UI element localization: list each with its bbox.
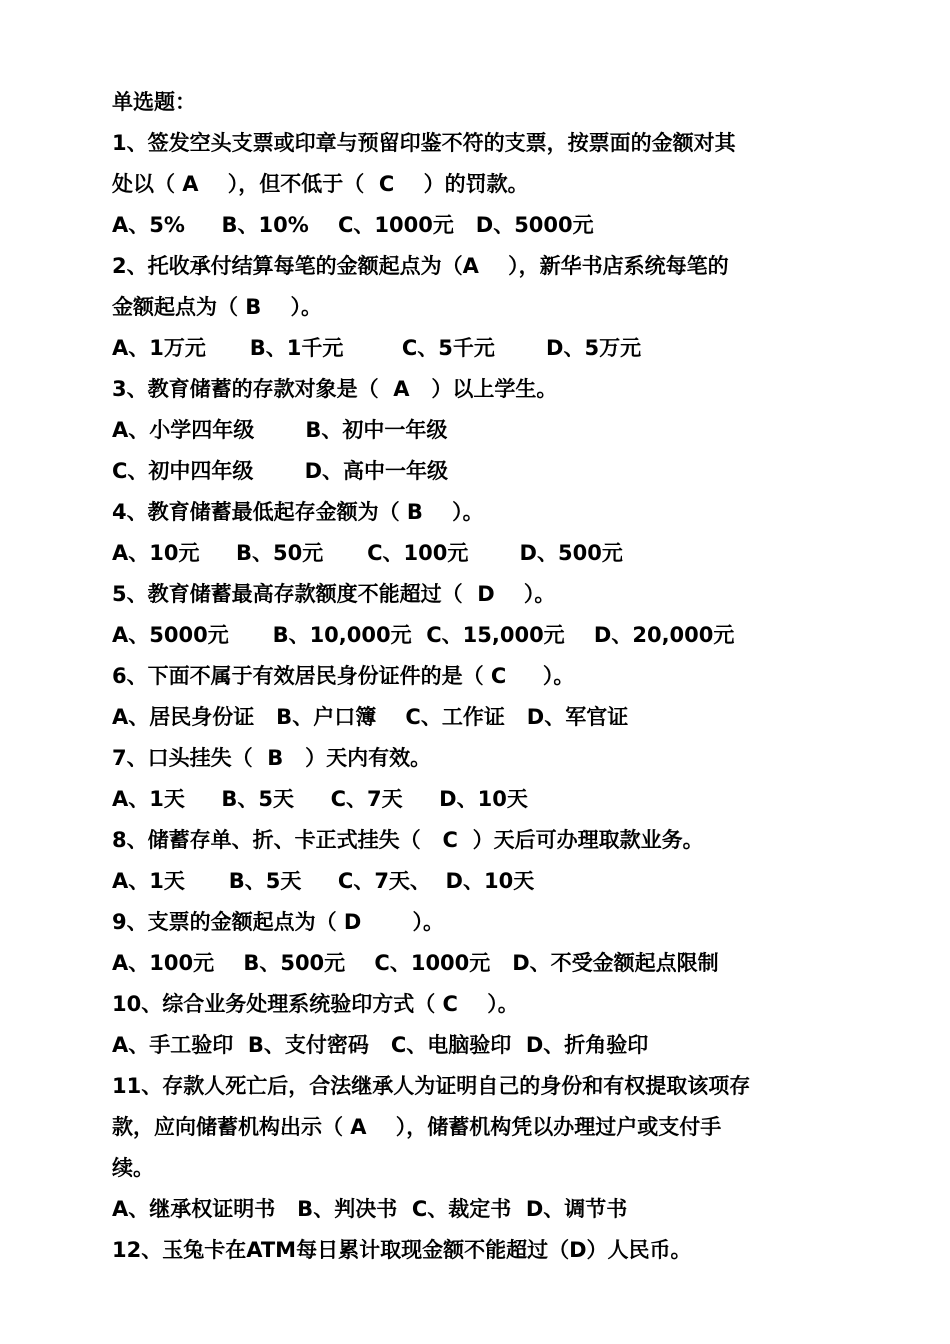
q9-options: A、100元 B、500元 C、1000元 D、不受金额起点限制 [112,951,719,975]
q2-line-2: 金额起点为（ B ）。 [112,295,323,319]
q8-options: A、1天 B、5天 C、7天、 D、10天 [112,869,535,893]
q11-line-2: 款，应向储蓄机构出示（ A ），储蓄机构凭以办理过户或支付手 [112,1115,722,1139]
q5-options: A、5000元 B、10,000元 C、15,000元 D、20,000元 [112,623,735,647]
q11-line-3: 续。 [112,1156,154,1180]
q11-line-1: 11、存款人死亡后，合法继承人为证明自己的身份和有权提取该项存 [112,1074,751,1098]
q8-line-1: 8、储蓄存单、折、卡正式挂失（ C ）天后可办理取款业务。 [112,828,704,852]
q5-line-1: 5、教育储蓄最高存款额度不能超过（ D ）。 [112,582,556,606]
q6-options: A、居民身份证 B、户口簿 C、工作证 D、军官证 [112,705,629,729]
q1-line-1: 1、签发空头支票或印章与预留印鉴不符的支票，按票面的金额对其 [112,131,736,155]
q2-options: A、1万元 B、1千元 C、5千元 D、5万元 [112,336,642,360]
q7-line-1: 7、口头挂失（ B ）天内有效。 [112,746,432,770]
q1-options: A、5% B、10% C、1000元 D、5000元 [112,213,594,237]
section-heading: 单选题： [112,90,196,114]
q3-line-1: 3、教育储蓄的存款对象是（ A ）以上学生。 [112,377,558,401]
q6-line-1: 6、下面不属于有效居民身份证件的是（ C ）。 [112,664,575,688]
q11-options: A、继承权证明书 B、判决书 C、裁定书 D、调节书 [112,1197,628,1221]
q2-line-1: 2、托收承付结算每笔的金额起点为（A ），新华书店系统每笔的 [112,254,729,278]
q10-options: A、手工验印 B、支付密码 C、电脑验印 D、折角验印 [112,1033,649,1057]
q1-line-2: 处以（ A ），但不低于（ C ）的罚款。 [112,172,529,196]
q4-options: A、10元 B、50元 C、100元 D、500元 [112,541,623,565]
q7-options: A、1天 B、5天 C、7天 D、10天 [112,787,528,811]
q12-line-1: 12、玉兔卡在ATM每日累计取现金额不能超过（D）人民币。 [112,1238,692,1262]
q4-line-1: 4、教育储蓄最低起存金额为（ B ）。 [112,500,484,524]
q10-line-1: 10、综合业务处理系统验印方式（ C ）。 [112,992,519,1016]
q3-options-2: C、初中四年级 D、高中一年级 [112,459,449,483]
document-page [112,82,842,1271]
q3-options-1: A、小学四年级 B、初中一年级 [112,418,448,442]
q9-line-1: 9、支票的金额起点为（ D ）。 [112,910,445,934]
